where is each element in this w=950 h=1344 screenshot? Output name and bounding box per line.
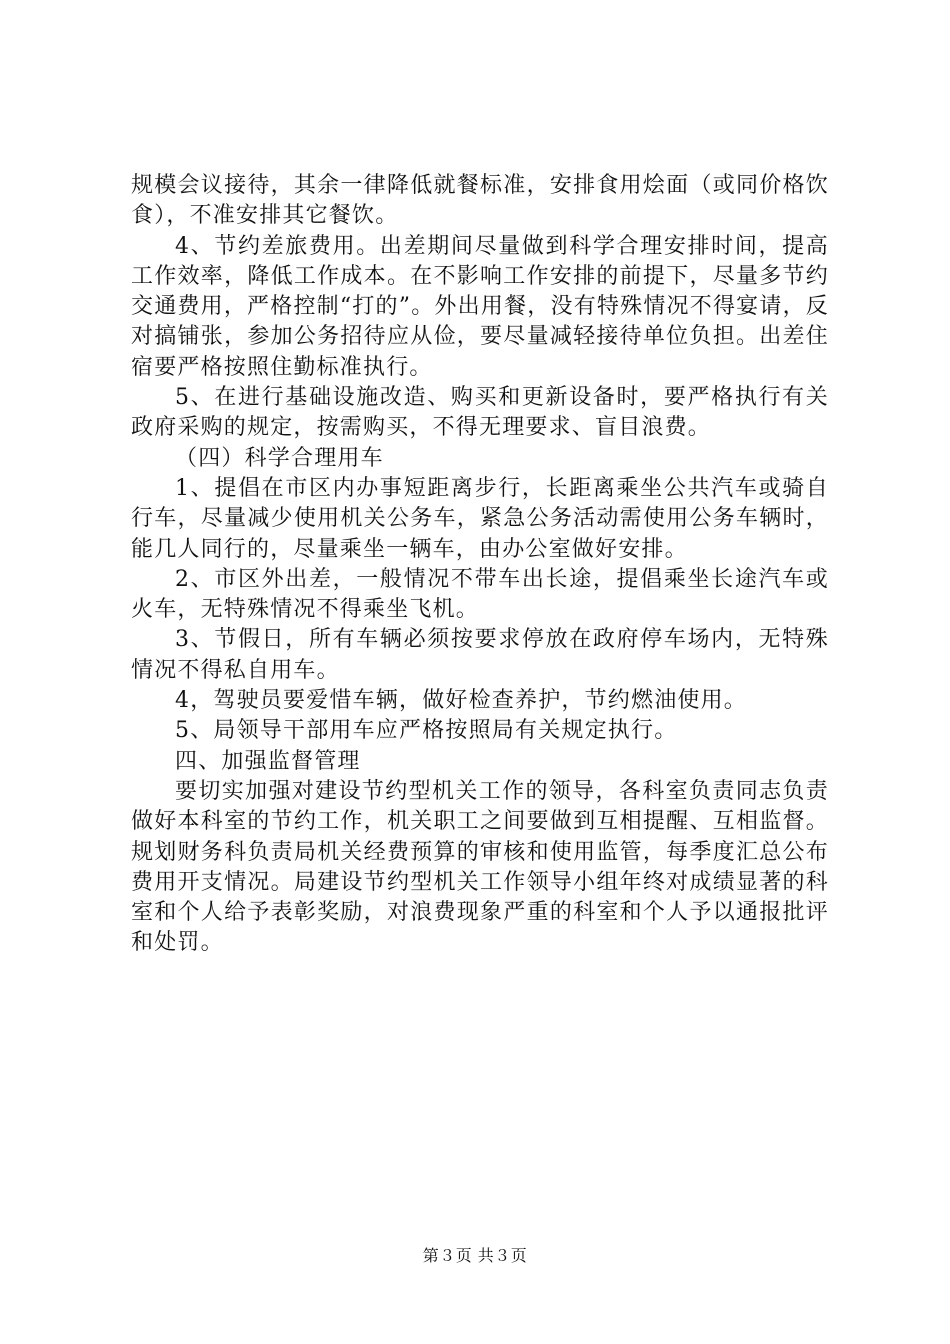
- paragraph-car-item-1: 1、提倡在市区内办事短距离步行，长距离乘坐公共汽车或骑自行车，尽量减少使用机关公务车，紧急公务活动需使用公务车辆时，能几人同行的，尽量乘坐一辆车，由办公室做好安排。: [131, 475, 829, 562]
- paragraph-car-item-4: 4，驾驶员要爱惜车辆，做好检查养护，节约燃油使用。: [175, 688, 747, 714]
- paragraph-car-item-3: 3、节假日，所有车辆必须按要求停放在政府停车场内，无特殊情况不得私自用车。: [131, 627, 829, 683]
- page-footer: 第３页 共３页: [422, 1246, 528, 1265]
- heading-section-4: （四）科学合理用车: [175, 445, 384, 471]
- paragraph-supervision: 要切实加强对建设节约型机关工作的领导，各科室负责同志负责做好本科室的节约工作，机关职工之间要做到互相提醒、互相监督。规划财务科负责局机关经费预算的审核和使用监管，每季度汇总公布费用开支情况。局建设节约型机关工作领导小组年终对成绩显著的科室和个人给予表彰奖励，对浪费现象严重的科室和个人予以通报批评和处罚。: [131, 778, 829, 956]
- paragraph-item-5-procurement: 5、在进行基础设施改造、购买和更新设备时，要严格执行有关政府采购的规定，按需购买，不得无理要求、盲目浪费。: [131, 385, 829, 441]
- document-body: [131, 171, 829, 959]
- paragraph-continuation: 规模会议接待，其余一律降低就餐标准，安排食用烩面（或同价格饮食），不准安排其它餐饮。: [131, 173, 829, 229]
- paragraph-car-item-5: 5、局领导干部用车应严格按照局有关规定执行。: [175, 718, 678, 744]
- heading-part-4: 四、加强监督管理: [175, 748, 361, 774]
- paragraph-item-4-travel: 4、节约差旅费用。出差期间尽量做到科学合理安排时间，提高工作效率，降低工作成本。在不影响工作安排的前提下，尽量多节约交通费用，严格控制“打的”。外出用餐，没有特殊情况不得宴请，反对搞铺张，参加公务招待应从俭，要尽量减轻接待单位负担。出差住宿要严格按照住勤标准执行。: [131, 233, 829, 380]
- paragraph-car-item-2: 2、市区外出差，一般情况不带车出长途，提倡乘坐长途汽车或火车，无特殊情况不得乘坐飞机。: [131, 566, 829, 623]
